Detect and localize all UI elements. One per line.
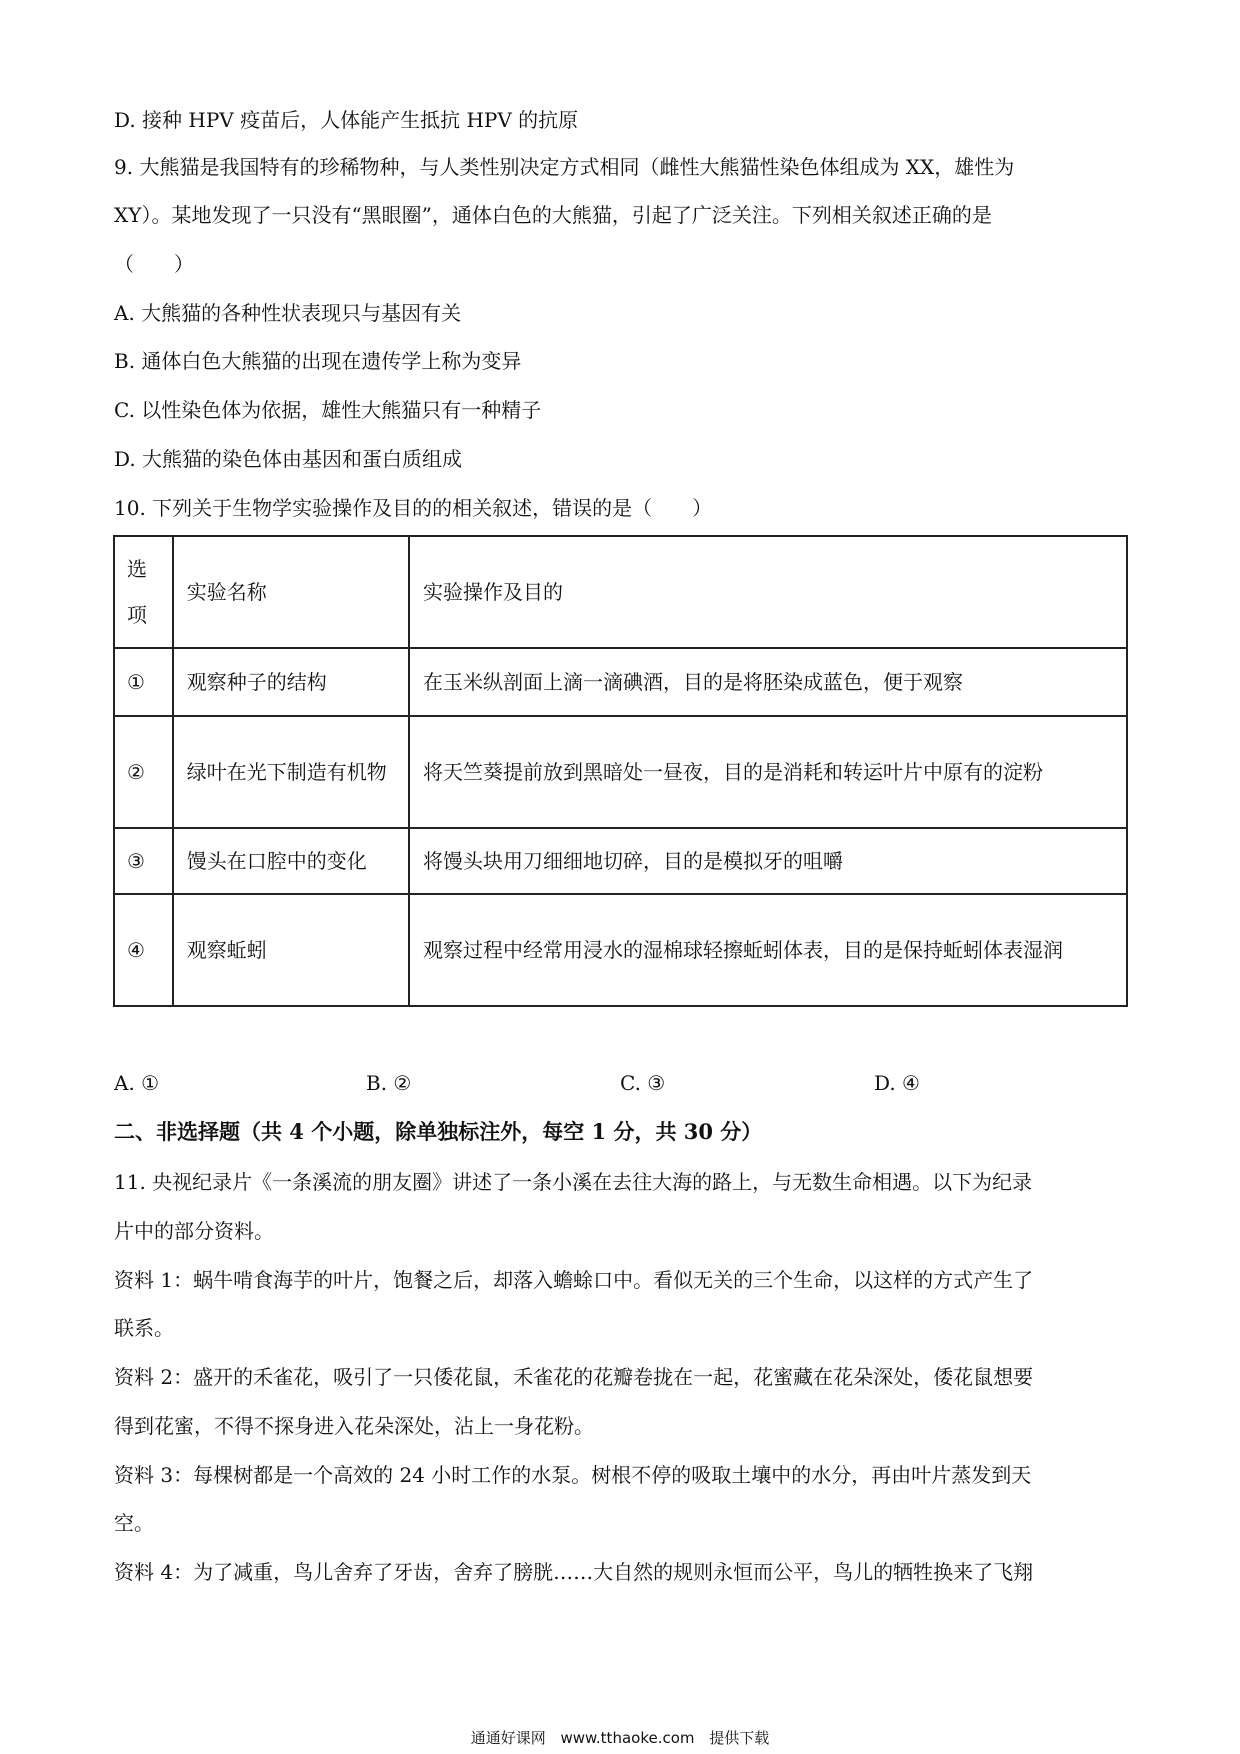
q9-option-b: B. 通体白色大熊猫的出现在遗传学上称为变异 xyxy=(114,349,522,373)
row-name-cell: 馒头在口腔中的变化 xyxy=(173,828,409,894)
row-operation-cell: 在玉米纵剖面上滴一滴碘酒，目的是将胚染成蓝色，便于观察 xyxy=(409,648,1127,716)
q10-options xyxy=(114,1071,994,1099)
material-line: 资料 2：盛开的禾雀花，吸引了一只倭花鼠，禾雀花的花瓣卷拢在一起，花蜜藏在花朵深处，倭花鼠想要 xyxy=(114,1365,1034,1389)
q9-stem-line-2: XY）。某地发现了一只没有“黑眼圈”，通体白色的大熊猫，引起了广泛关注。下列相关叙述正确的是 xyxy=(114,203,992,227)
material-line: 联系。 xyxy=(114,1316,174,1340)
material-line: 空。 xyxy=(114,1511,154,1535)
row-name-cell: 观察蚯蚓 xyxy=(173,894,409,1006)
row-operation-cell: 将天竺葵提前放到黑暗处一昼夜，目的是消耗和转运叶片中原有的淀粉 xyxy=(409,716,1127,828)
footer-download-text: 提供下载 xyxy=(709,1729,770,1747)
q11-stem-line-1: 11. 央视纪录片《一条溪流的朋友圈》讲述了一条小溪在去往大海的路上，与无数生命相遇。以下为纪录 xyxy=(114,1170,1033,1194)
header-operation-cell: 实验操作及目的 xyxy=(409,536,1127,648)
footer-site-name: 通通好课网 xyxy=(470,1729,546,1747)
experiment-table xyxy=(113,535,1128,1007)
q9-option-a: A. 大熊猫的各种性状表现只与基因有关 xyxy=(114,301,462,325)
row-option-cell: ② xyxy=(114,716,173,828)
header-option-cell: 选项 xyxy=(114,536,173,648)
header-name-cell: 实验名称 xyxy=(173,536,409,648)
q10-option-c: C. ③ xyxy=(620,1071,666,1095)
table-row xyxy=(114,828,1127,894)
row-option-cell: ③ xyxy=(114,828,173,894)
q10-option-d: D. ④ xyxy=(874,1071,920,1095)
row-name-cell: 绿叶在光下制造有机物 xyxy=(173,716,409,828)
row-name-cell: 观察种子的结构 xyxy=(173,648,409,716)
row-operation-cell: 观察过程中经常用浸水的湿棉球轻擦蚯蚓体表，目的是保持蚯蚓体表湿润 xyxy=(409,894,1127,1006)
material-line: 资料 4：为了减重，鸟儿舍弃了牙齿，舍弃了膀胱……大自然的规则永恒而公平，鸟儿的牺牲换来了飞翔 xyxy=(114,1560,1034,1584)
footer-url-link[interactable]: www.tthaoke.com xyxy=(560,1729,695,1747)
table-header-row xyxy=(114,536,1127,648)
q9-option-c: C. 以性染色体为依据，雄性大熊猫只有一种精子 xyxy=(114,398,542,422)
q9-stem-line-3: （ ） xyxy=(114,252,194,276)
table-row xyxy=(114,716,1127,828)
table-row xyxy=(114,894,1127,1006)
q9-stem-line-1: 9. 大熊猫是我国特有的珍稀物种，与人类性别决定方式相同（雌性大熊猫性染色体组成为 XX，雄性为 xyxy=(114,155,1015,179)
q10-option-a: A. ① xyxy=(114,1071,160,1095)
table-row xyxy=(114,648,1127,716)
row-operation-cell: 将馒头块用刀细细地切碎，目的是模拟牙的咀嚼 xyxy=(409,828,1127,894)
q8-option-d: D. 接种 HPV 疫苗后，人体能产生抵抗 HPV 的抗原 xyxy=(114,108,579,132)
q11-stem-line-2: 片中的部分资料。 xyxy=(114,1219,274,1243)
page-footer xyxy=(0,1727,1240,1748)
material-line: 资料 1：蜗牛啃食海芋的叶片，饱餐之后，却落入蟾蜍口中。看似无关的三个生命，以这样的方式产生了 xyxy=(114,1268,1034,1292)
q10-option-b: B. ② xyxy=(366,1071,412,1095)
q10-stem: 10. 下列关于生物学实验操作及目的的相关叙述，错误的是（ ） xyxy=(114,496,713,520)
row-option-cell: ④ xyxy=(114,894,173,1006)
material-line: 得到花蜜，不得不探身进入花朵深处，沾上一身花粉。 xyxy=(114,1414,594,1438)
material-line: 资料 3：每棵树都是一个高效的 24 小时工作的水泵。树根不停的吸取土壤中的水分，再由叶片蒸发到天 xyxy=(114,1463,1032,1487)
row-option-cell: ① xyxy=(114,648,173,716)
q9-option-d: D. 大熊猫的染色体由基因和蛋白质组成 xyxy=(114,447,463,471)
section-title: 二、非选择题（共 4 个小题，除单独标注外，每空 1 分，共 30 分） xyxy=(114,1119,763,1144)
